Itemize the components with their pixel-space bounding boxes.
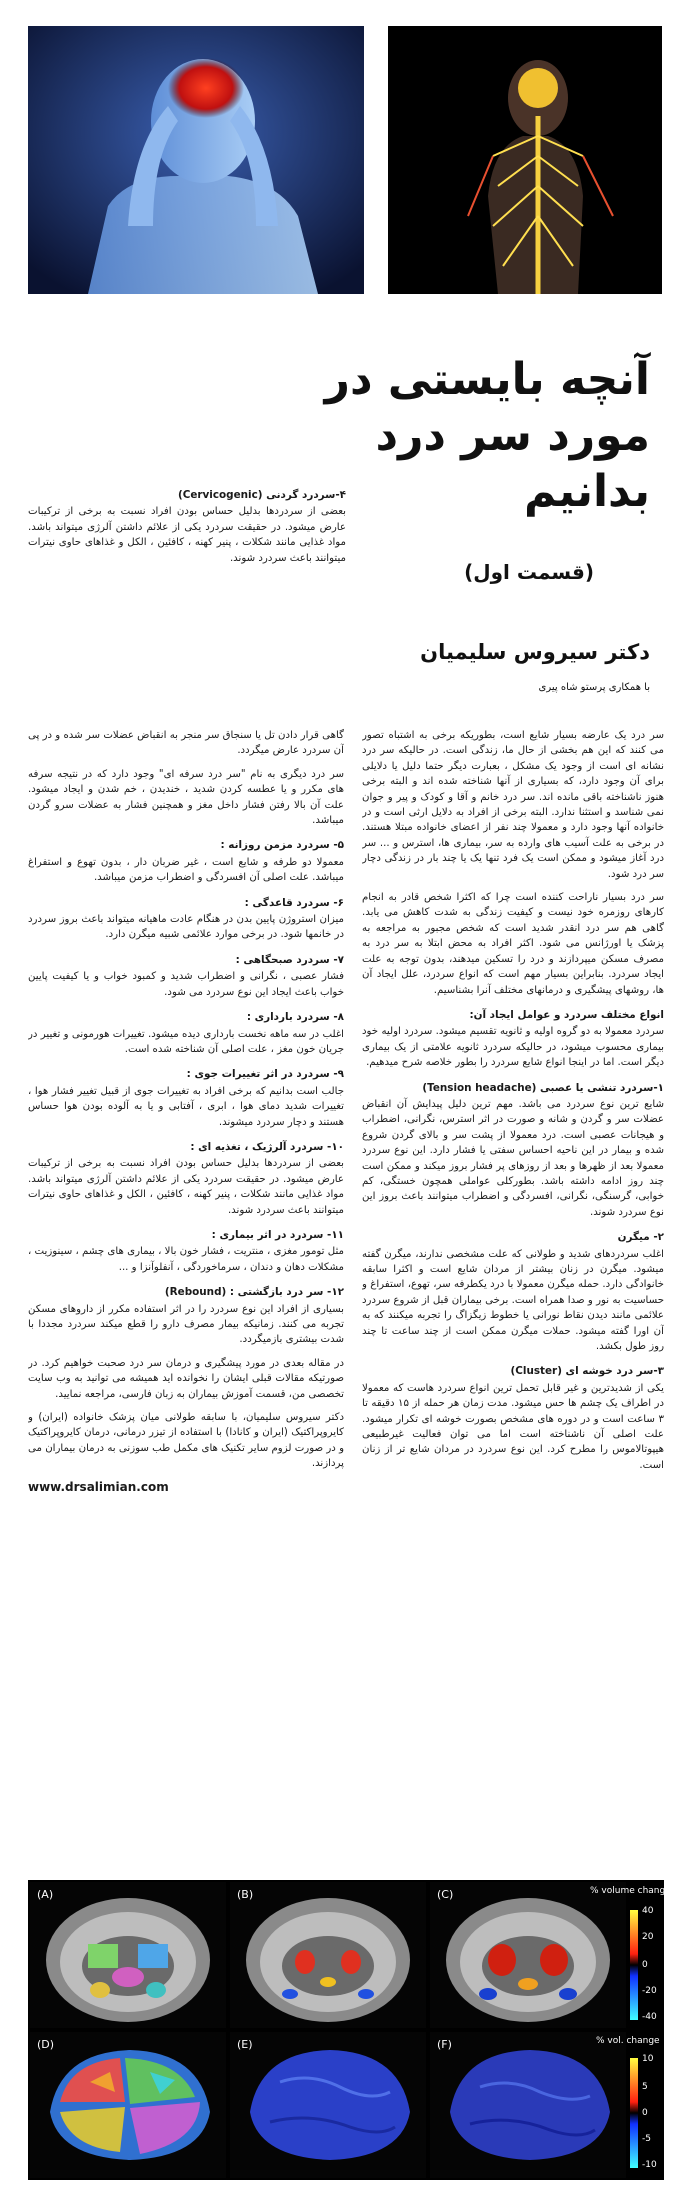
section-heading: ۷- سردرد صبحگاهی : <box>235 953 344 966</box>
section-text: سردرد معمولا به دو گروه اولیه و ثانویه تقسیم میشود. سردرد اولیه خود بیماری محسوب میشود، در حالیکه سردرد ثانویه علامتی از یک بیماری دیگر است. اما در اینجا انواع شایع سردرد را بطور خلاصه شرح میدهیم. <box>362 1026 664 1069</box>
section-text: سر درد دیگری به نام "سر درد سرفه ای" وجود دارد که در نتیجه سرفه های مکرر و یا عطسه کردن شدید ، خندیدن ، خم شدن و ایجاد میشود. علت آن بالا رفتن فشار داخل مغز و همچنین فشار به عضلات سرو گردن میباشد. <box>28 768 344 827</box>
section-text: میزان استروژن پایین بدن در هنگام عادت ماهیانه میتواند باعث بروز سردرد در خانمها شود. در برخی موارد علائمی شبیه میگرن دارد. <box>28 914 344 941</box>
section-heading: ۱۱- سردرد در اثر بیماری : <box>211 1228 344 1241</box>
website-link[interactable]: www.drsalimian.com <box>28 1479 169 1494</box>
brain-panel-c <box>430 1882 626 2028</box>
right-section-1 <box>362 890 664 998</box>
section-text: بعضی از سردردها بدلیل حساس بودن افراد نسبت به برخی از ترکیبات عارض میشود. در حقیقت سردرد یکی از علائم داشتن آلرژی میتواند باشد. مواد غذایی مانند شکلات ، پنیر کهنه ، کافئین ، الکل و غذاهای حاوی نیترات میتوانند باعث سردرد شوند. <box>28 1158 344 1216</box>
colorbar-bottom-min: -10 <box>642 2160 657 2170</box>
right-section-5 <box>362 1364 664 1473</box>
author-name: دکتر سیروس سلیمیان <box>420 640 650 664</box>
left-section-1 <box>28 767 344 829</box>
section-text: معمولا دو طرفه و شایع است ، غیر ضربان دار ، بدون تهوع و استفراغ میباشد. علت اصلی آن افسردگی و اضطراب مزمن میباشد. <box>28 856 344 884</box>
colorbar-bottom-neg: -5 <box>642 2134 651 2144</box>
section-heading: ۱۰- سردرد آلرژیک ، تغذیه ای : <box>190 1140 344 1153</box>
colorbar-bottom-max: 10 <box>642 2054 654 2064</box>
colorbar-top <box>630 1910 638 2020</box>
brain-panel-a <box>30 1882 226 2028</box>
article-part-label: (قسمت اول) <box>464 560 594 584</box>
right-column <box>362 728 664 1858</box>
panel-label: (D) <box>37 2038 55 2051</box>
left-section-6 <box>28 1067 344 1130</box>
section-text: بسیاری از افراد این نوع سردرد را در اثر استفاده مکرر از داروهای مسکن تجربه می کنند. زمانیکه بیمار مصرف دارو را قطع میکند سردرد مجددا با شدت بیشتری بازمیگردد. <box>28 1303 344 1346</box>
brain-panel-d <box>30 2032 226 2178</box>
left-section-9 <box>28 1285 344 1348</box>
panel-label: (E) <box>237 2038 253 2051</box>
panel-label: (B) <box>237 1888 254 1901</box>
section-text: فشار عصبی ، نگرانی و اضطراب شدید و کمبود خواب و یا کیفیت پایین خواب باعث ایجاد این نوع سردرد می شود. <box>28 971 344 998</box>
section-text: در مقاله بعدی در مورد پیشگیری و درمان سر درد صحبت خواهیم کرد. در صورتیکه مقالات قبلی ایشان را نخوانده اید همیشه می توانید به وب سایت تخصصی من، قسمت آموزش بیماران به زبان فارسی، مراجعه نمایید. <box>28 1357 344 1400</box>
section-text: بعضی از سردردها بدلیل حساس بودن افراد نسبت به برخی از ترکیبات عارض میشود. در حقیقت سردرد یکی از علائم داشتن آلرژی میتواند باشد. مواد غذایی مانند شکلات ، پنیر کهنه ، کافئین ، الکل و غذاهای حاوی نیترات میتوانند باعث سردرد شوند. <box>28 506 346 564</box>
left-section-11 <box>28 1410 344 1472</box>
section-heading: ۱-سردرد تنشی یا عصبی (Tension headache) <box>422 1081 664 1094</box>
section-text: اغلب در سه ماهه نخست بارداری دیده میشود. تغییرات هورمونی و تغییر در جریان خون مغز ، علت اصلی آن شناخته شده است. <box>28 1028 344 1055</box>
colorbar-bottom <box>630 2058 638 2168</box>
section-heading: ۶- سردرد قاعدگی : <box>244 896 344 909</box>
right-section-3 <box>362 1081 664 1221</box>
colorbar-bottom-title: % vol. change <box>596 2036 660 2046</box>
right-section-2 <box>362 1008 664 1071</box>
left-section-0 <box>28 728 344 759</box>
section-text: سر درد بسیار ناراحت کننده است چرا که اکثرا شخص قادر به انجام کارهای روزمره خود نیست و کیفیت زندگی به شدت کاهش می یابد. گاهی هم سر درد انقدر شدید است که شخص مجبور به مراجعه به پزشک یا اورژانس می شود. اکثر افراد به محض ابتلا به سر درد به مصرف مسکن میپردازند و درد را تسکین میدهند، بدون توجه به علت ایجاد سردرد. بنابراین بسیار مهم است که انواع سردرد، علل ایجاد آن ها، روشهای پیشگیری و درمانهای مختلف آنرا بشناسیم. <box>362 892 664 996</box>
right-section-0 <box>362 728 664 882</box>
section-text: مثل تومور مغزی ، منتریت ، فشار خون بالا ، بیماری های چشم ، سینوزیت ، مشکلات دهان و دندان ، سرماخوردگی ، آنفلوآنزا و ... <box>28 1246 344 1273</box>
section-heading: ۴-سردرد گردنی (Cervicogenic) <box>177 489 346 501</box>
section-heading: ۱۲- سر درد بازگشتی : (Rebound) <box>164 1286 344 1299</box>
brain-panel-b <box>230 1882 426 2028</box>
colorbar-top-neg: -20 <box>642 1986 657 1996</box>
section-heading: ۲- میگرن <box>617 1231 664 1244</box>
headache-man-photo <box>28 26 364 294</box>
section-heading: انواع مختلف سردرد و عوامل ایجاد آن: <box>469 1008 664 1021</box>
upper-left-column <box>28 478 346 738</box>
section-text: جالب است بدانیم که برخی افراد به تغییرات جوی از قبیل تغییر فشار هوا ، تغییرات شدید دمای هوا ، ابری ، آفتابی و یا به آلوده بودن هوا حساس هستند و دچار سردرد میشوند. <box>28 1085 344 1128</box>
colorbar-top-mid: 20 <box>642 1932 654 1942</box>
left-section-8 <box>28 1228 344 1275</box>
section-heading: ۸- سردرد بارداری : <box>246 1011 344 1024</box>
panel-label: (C) <box>437 1888 454 1901</box>
left-section-2 <box>28 838 344 885</box>
left-column <box>28 728 344 1858</box>
panel-label: (F) <box>437 2038 452 2051</box>
colorbar-bottom-mid: 5 <box>642 2082 648 2092</box>
left-section-4 <box>28 953 344 1000</box>
nervous-system-photo <box>388 26 662 294</box>
panel-label: (A) <box>37 1888 54 1901</box>
assistant-credit: با همکاری پرستو شاه پیری <box>538 682 650 693</box>
brain-panel-e <box>230 2032 426 2178</box>
article-title: آنچه بایستی در مورد سر درد بدانیم <box>324 354 650 517</box>
section-text: سر درد یک عارضه بسیار شایع است، بطوریکه برخی به اشتباه تصور می کنند که این هم بخشی از حال ما، زندگی است. در حالیکه سر درد نشانه ای است از وجود یک مشکل ، بعبارت دیگر حتما دلیل یا دلایلی برای آن وجود دارد، که بسیاری از آنها شناخته شده اند و البته برخی هنوز ناشناخته باقی مانده اند. سر درد خانم و آقا و کودک و پیر و جوان نمی شناسد و استثنا ندارد. البته برخی از افراد به دلایل ارثی است و در خانواده آنها وجود دارد و معمولا چند نفر از اعضای خانواده مبتلا هستند. در برخی به علت آسیب های وارده به سر، بیماری ها، استرس و ... سر درد آغاز میشود و ممکن است یک فرد تنها یک یا چند بار در زندگی دچار سر درد شود. <box>362 730 664 880</box>
colorbar-top-max: 40 <box>642 1906 654 1916</box>
section-text: شایع ترین نوع سردرد می باشد. مهم ترین دلیل پیدایش آن انقباض عضلات سر و گردن و شانه و صورت در اثر استرس، نگرانی، اضطراب و هیجانات عصبی است. درد معمولا از پشت سر و بالای گردن شروع شده و بیمار در این ناحیه احساس سفتی یا فشار دارد. این نوع سردرد معمولا بعد از ظهرها و بعد از روزهای پر فشار بروز میکند و ممکن است چند روز ادامه داشته باشد. بطورکلی عواملی همچون خستگی، کم خوابی، گرسنگی، نگرانی، افسردگی و اضطراب میتوانند باعث بروز این نوع سردرد شوند. <box>362 1098 664 1218</box>
brain-panel-f <box>430 2032 626 2178</box>
section-text: اغلب سردردهای شدید و طولانی که علت مشخصی ندارند، میگرن گفته میشود. میگرن در زنان بیشتر از مردان شایع است و اکثرا سابقه خانوادگی دارد. حمله میگرن معمولا با درد یکطرفه سر، تهوع، استفراغ و حساسیت به نور و صدا همراه است. برخی بیماران قبل از شروع سردرد علائمی مانند دیدن نقاط نورانی یا خطوط زیگزاگ را تجربه میکنند که به آن اورا گفته میشود. حملات میگرن ممکن است از چند ساعت تا چند روز طول بکشد. <box>362 1248 664 1353</box>
section-heading: ۳-سر درد خوشه ای (Cluster) <box>510 1365 664 1378</box>
left-section-10 <box>28 1356 344 1402</box>
colorbar-top-title: % volume change <box>590 1886 671 1896</box>
section-heading: ۵- سردرد مزمن روزانه : <box>220 839 344 852</box>
section-text: دکتر سیروس سلیمیان، با سابقه طولانی میان پزشک خانواده (ایران) و کایروپراکتیک (ایران و کانادا) با استفاده از تیزر درمانی، درمان کایروپراکتیک و در صورت لزوم سایر تکنیک های مکمل طب سوزنی به درمان بیماران می پردازند. <box>28 1412 344 1470</box>
colorbar-top-zero: 0 <box>642 1960 648 1970</box>
section-text: گاهی قرار دادن تل یا سنجاق سر منجر به انقباض عضلات سر شده و در پی آن سردرد عارض میگردد. <box>28 730 344 757</box>
right-section-4 <box>362 1230 664 1354</box>
colorbar-top-min: -40 <box>642 2012 657 2022</box>
section-text: یکی از شدیدترین و غیر قابل تحمل ترین انواع سردرد هاست که معمولا در اطراف یک چشم ها حس میشود. مدت زمان هر حمله از ۱۵ دقیقه تا ۳ ساعت است و در دوره های مشخص بصورت خوشه ای تکرار میشود. علت اصلی آن ناشناخته است اما می توان فعالیت غیرطبیعی هیپوتالاموس را مطرح کرد. این نوع سردرد در مردان شایع تر از زنان است. <box>362 1382 664 1471</box>
colorbar-bottom-zero: 0 <box>642 2108 648 2118</box>
section-heading: ۹- سردرد در اثر تغییرات جوی : <box>186 1068 344 1081</box>
left-section-7 <box>28 1140 344 1218</box>
left-section-5 <box>28 1010 344 1057</box>
left-section-3 <box>28 896 344 943</box>
